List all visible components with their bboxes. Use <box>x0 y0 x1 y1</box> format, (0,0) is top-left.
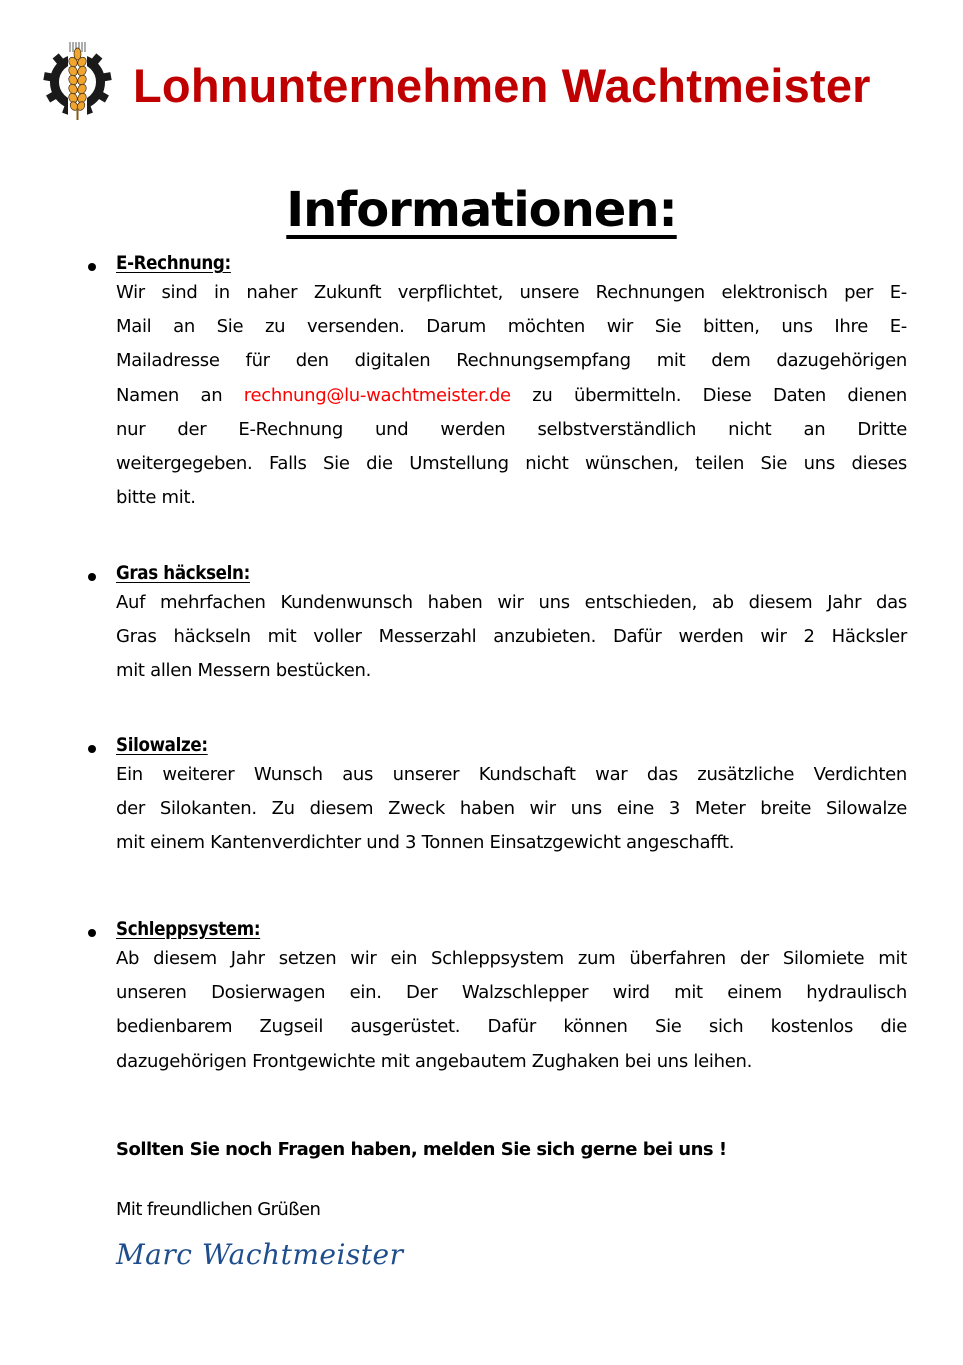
letterhead <box>40 40 920 130</box>
greeting: Mit freundlichen Grüßen <box>116 1199 321 1220</box>
section-body <box>116 586 907 689</box>
bullet-icon <box>88 263 96 271</box>
section-heading: Schleppsystem: <box>116 918 261 940</box>
section-body <box>116 758 907 861</box>
text-fragment: zu übermitteln. Diese Daten dienen <box>510 384 907 406</box>
text-line: Ab diesem Jahr setzen wir ein Schleppsystem zum überfahren der Silomiete mit <box>116 948 907 969</box>
text-line: Auf mehrfachen Kundenwunsch haben wir uns entschieden, ab diesem Jahr das <box>116 592 907 613</box>
text-line: unseren Dosierwagen ein. Der Walzschlepper wird mit einem hydraulisch <box>116 982 907 1004</box>
bullet-icon <box>88 745 96 753</box>
text-line: Mail an Sie zu versenden. Darum möchten wir Sie bitten, uns Ihre E- <box>116 316 907 338</box>
section-heading: Silowalze: <box>116 734 208 756</box>
text-line: Gras häckseln mit voller Messerzahl anzubieten. Dafür werden wir 2 Häcksler <box>116 626 907 648</box>
section-body <box>116 942 907 1079</box>
text-line: mit allen Messern bestücken. <box>116 660 372 682</box>
section-heading: Gras häckseln: <box>116 562 250 584</box>
text-line-with-email <box>116 379 907 413</box>
page-title-wrapper <box>0 182 963 238</box>
text-line: Mailadresse für den digitalen Rechnungsempfang mit dem dazugehörigen <box>116 350 907 372</box>
text-line: bedienbarem Zugseil ausgerüstet. Dafür können Sie sich kostenlos die <box>116 1016 907 1038</box>
text-fragment: Namen an <box>116 384 244 406</box>
closing-question: Sollten Sie noch Fragen haben, melden Sie sich gerne bei uns ! <box>116 1139 727 1160</box>
company-name: Lohnunternehmen Wachtmeister <box>133 59 871 112</box>
text-line: nur der E-Rechnung und werden selbstverständlich nicht an Dritte <box>116 418 907 440</box>
text-line: bitte mit. <box>116 487 196 509</box>
section-body <box>116 276 907 515</box>
signature: Marc Wachtmeister <box>116 1238 404 1271</box>
text-line: Wir sind in naher Zukunft verpflichtet, unsere Rechnungen elektronisch per E- <box>116 282 907 303</box>
page-title: Informationen: <box>286 182 677 238</box>
bullet-icon <box>88 929 96 937</box>
text-line: mit einem Kantenverdichter und 3 Tonnen Einsatzgewicht angeschafft. <box>116 832 735 854</box>
bullet-icon <box>88 573 96 581</box>
email-link[interactable]: rechnung@lu-wachtmeister.de <box>243 384 511 406</box>
text-line: dazugehörigen Frontgewichte mit angebautem Zughaken bei uns leihen. <box>116 1050 752 1072</box>
gear-wheat-logo-icon <box>40 40 115 125</box>
text-line: Ein weiterer Wunsch aus unserer Kundschaft war das zusätzliche Verdichten <box>116 764 907 785</box>
text-line: weitergegeben. Falls Sie die Umstellung nicht wünschen, teilen Sie uns dieses <box>116 452 907 474</box>
text-line: der Silokanten. Zu diesem Zweck haben wir uns eine 3 Meter breite Silowalze <box>116 798 907 820</box>
section-heading: E-Rechnung: <box>116 252 231 274</box>
